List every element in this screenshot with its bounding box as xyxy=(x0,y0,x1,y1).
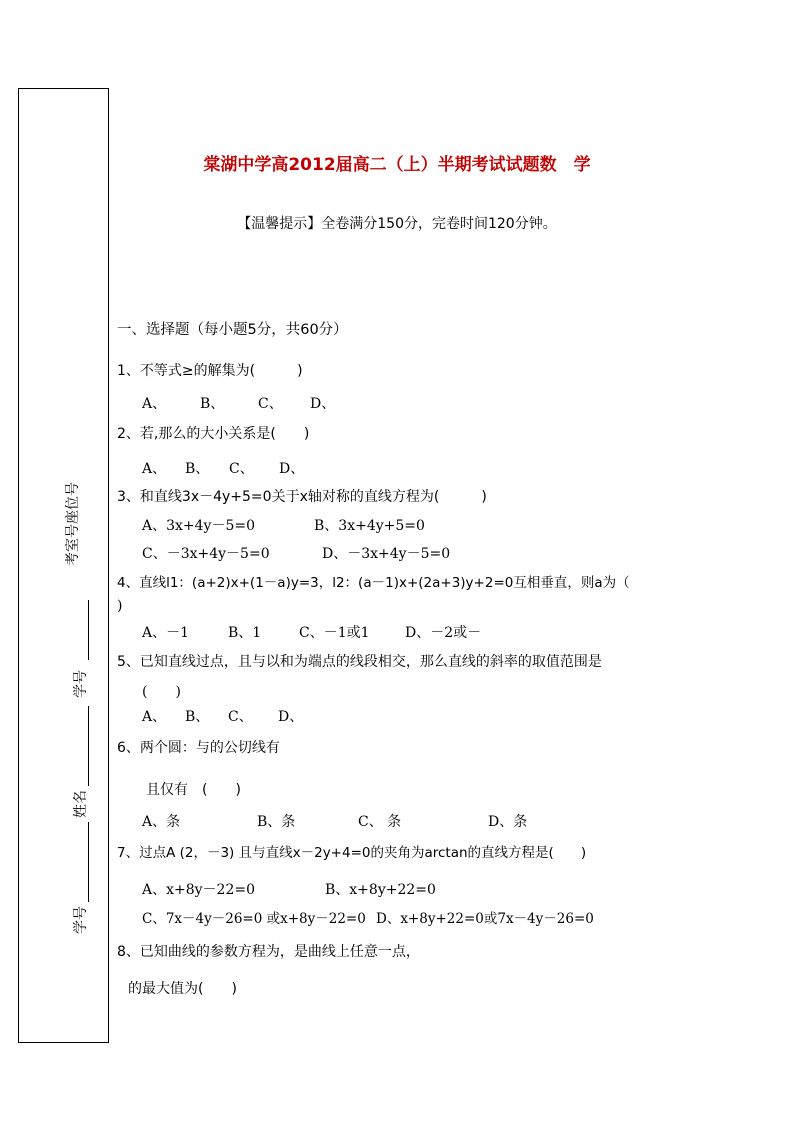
student-no-2-label: 学号 xyxy=(73,906,89,934)
q3-opt-a: A、3x+4y－5=0 xyxy=(142,518,256,534)
q2-options xyxy=(142,458,304,478)
q3-options-row1 xyxy=(142,515,425,535)
q7-options-row2 xyxy=(142,907,594,927)
fill-line-student-no-2 xyxy=(88,822,89,902)
fill-line-student-no xyxy=(88,600,89,660)
q4-opt-b: B、1 xyxy=(228,625,262,641)
section-heading: 一、选择题（每小题5分，共60分） xyxy=(117,322,348,338)
q2-opt-a: A、 xyxy=(142,461,167,477)
q3-opt-b: B、3x+4y+5=0 xyxy=(314,518,425,534)
q8-stem-cont: 的最大值为( ) xyxy=(128,981,237,997)
q5-opt-a: A、 xyxy=(142,709,167,725)
q6-opt-d: D、条 xyxy=(488,814,528,830)
fill-line-name xyxy=(88,706,89,786)
q6-stem: 6、两个圆：与的公切线有 xyxy=(117,740,280,756)
q3-stem: 3、和直线3x－4y+5=0关于x轴对称的直线方程为( ) xyxy=(117,489,487,505)
q4-opt-c: C、－1或1 xyxy=(299,625,370,641)
exam-tip: 【温馨提示】全卷满分150分，完卷时间120分钟。 xyxy=(237,216,557,232)
q7-options-row1 xyxy=(142,879,436,899)
q2-opt-b: B、 xyxy=(185,461,210,477)
name-label: 姓名 xyxy=(73,790,89,818)
q4-options xyxy=(142,622,481,642)
q7-stem: 7、过点A (2，－3) 且与直线x－2y+4=0的夹角为arctan的直线方程是( ) xyxy=(117,845,587,861)
q6-opt-c: C、 条 xyxy=(358,814,402,830)
q6-opt-a: A、条 xyxy=(142,814,181,830)
q1-opt-b: B、 xyxy=(200,396,225,412)
exam-room-seat-label: 考室号座位号 xyxy=(65,482,81,566)
q6-opt-b: B、条 xyxy=(257,814,296,830)
q4-opt-a: A、－1 xyxy=(142,625,190,641)
q5-options xyxy=(142,706,303,726)
q1-opt-d: D、 xyxy=(310,396,336,412)
q4-stem: 4、直线l1：(a+2)x+(1－a)y=3，l2：(a－1)x+(2a+3)y+2=0互相垂直，则a为（ xyxy=(117,575,630,591)
q3-options-row2 xyxy=(142,543,450,563)
q1-opt-a: A、 xyxy=(142,396,167,412)
q7-opt-c: C、7x－4y－26=0 或x+8y－22=0 xyxy=(142,911,366,927)
student-no-label: 学号 xyxy=(73,670,89,698)
q1-stem: 1、不等式≥的解集为( ) xyxy=(117,363,303,379)
q7-opt-d: D、x+8y+22=0或7x－4y－26=0 xyxy=(376,911,594,927)
q7-opt-b: B、x+8y+22=0 xyxy=(325,882,436,898)
q8-stem: 8、已知曲线的参数方程为，是曲线上任意一点， xyxy=(117,944,420,960)
q3-opt-d: D、－3x+4y－5=0 xyxy=(322,546,451,562)
q5-stem-cont: ( ) xyxy=(142,684,181,700)
q5-stem: 5、已知直线过点，且与以和为端点的线段相交，那么直线的斜率的取值范围是 xyxy=(117,654,602,670)
q6-options xyxy=(142,811,527,831)
q5-opt-b: B、 xyxy=(185,709,210,725)
q1-options xyxy=(142,393,335,413)
q1-opt-c: C、 xyxy=(258,396,283,412)
q4-opt-d: D、－2或－ xyxy=(405,625,482,641)
q5-opt-c: C、 xyxy=(228,709,253,725)
q6-stem-cont: 且仅有 ( ) xyxy=(146,782,241,798)
q2-stem: 2、若,那么的大小关系是( ) xyxy=(117,426,310,442)
q3-opt-c: C、－3x+4y－5=0 xyxy=(142,546,270,562)
q4-stem-cont: ) xyxy=(117,598,123,614)
q7-opt-a: A、x+8y－22=0 xyxy=(142,882,256,898)
q2-opt-d: D、 xyxy=(279,461,305,477)
q2-opt-c: C、 xyxy=(229,461,254,477)
q5-opt-d: D、 xyxy=(278,709,304,725)
exam-title: 棠湖中学高2012届高二（上）半期考试试题数 学 xyxy=(203,155,591,175)
